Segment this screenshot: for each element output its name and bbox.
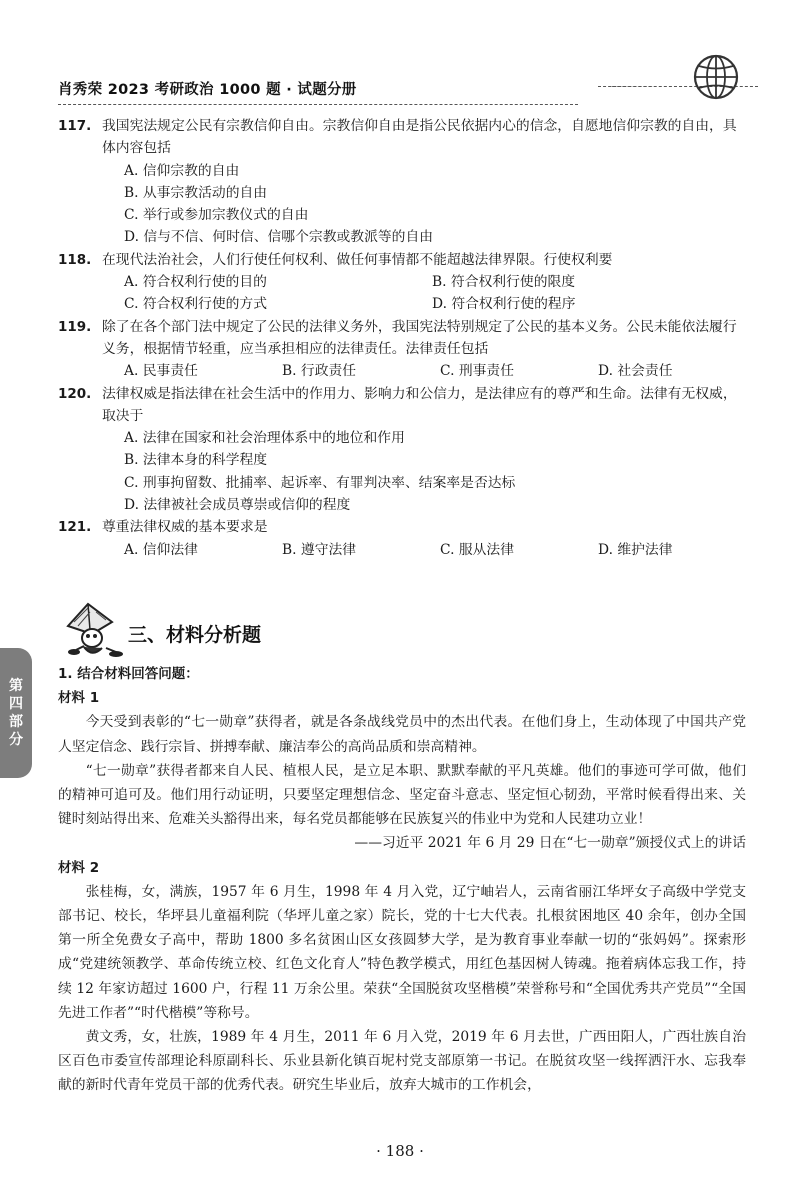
option-c: C. 服从法律 (440, 541, 515, 558)
part-side-tab-label: 第四部分 (9, 678, 23, 748)
question-121 (58, 516, 745, 561)
option-b: B. 符合权利行使的限度 (432, 274, 576, 291)
question-number: 120. (58, 385, 92, 402)
option-d: D. 信与不信、何时信、信哪个宗教或教派等的自由 (124, 229, 434, 246)
option-c: C. 举行或参加宗教仪式的自由 (124, 207, 309, 224)
part-side-tab (0, 648, 32, 778)
question-stem: 尊重法律权威的基本要求是 (102, 519, 268, 536)
question-stem: 在现代法治社会，人们行使任何权利、做任何事情都不能超越法律界限。行使权利要 (102, 251, 613, 268)
option-b: B. 遵守法律 (282, 541, 357, 558)
header-rule (58, 104, 578, 105)
material-question: 1. 结合材料回答问题： (58, 666, 199, 682)
page-number: · 188 · (376, 1142, 424, 1160)
material-2-paragraph: 张桂梅，女，满族，1957 年 6 月生，1998 年 4 月入党，辽宁岫岩人，云南省丽江华坪女子高级中学党支部书记、校长，华坪县儿童福利院（华坪儿童之家）院长，党的十七大代表。扎根贫困地区 40 余年，创办全国第一所全免费女子高中，帮助 1800 多名贫困山区女孩圆梦大学，是为教育事业奉献一切的“张妈妈”。探索形成“党建统领教学、革命传统立校、红色文化育人”特色教学模式，用红色基因树人铸魂。拖着病体忘我工作，持续 12 年家访超过 1600 户，行程 11 万余公里。荣获“全国脱贫攻坚楷模”荣誉称号和“全国优秀共产党员”“全国先进工作者”“时代楷模”等称号。 (58, 883, 746, 1021)
question-120 (58, 383, 745, 517)
option-d: D. 法律被社会成员尊崇或信仰的程度 (124, 497, 351, 514)
question-stem: 法律权威是指法律在社会生活中的作用力、影响力和公信力，是法律应有的尊严和生命。法律有无权威，取决于 (102, 385, 737, 424)
option-a: A. 民事责任 (124, 363, 198, 380)
material-1-source: ——习近平 2021 年 6 月 29 日在“七一勋章”颁授仪式上的讲话 (354, 835, 746, 852)
option-c: C. 符合权利行使的方式 (124, 296, 268, 313)
option-c: C. 刑事责任 (440, 363, 515, 380)
question-118 (58, 249, 745, 316)
section-title: 三、材料分析题 (128, 624, 262, 646)
question-stem: 我国宪法规定公民有宗教信仰自由。宗教信仰自由是指公民依据内心的信念，自愿地信仰宗教的自由，具体内容包括 (102, 118, 737, 157)
option-d: D. 符合权利行使的程序 (432, 296, 576, 313)
option-c: C. 刑事拘留数、批捕率、起诉率、有罪判决率、结案率是否达标 (124, 474, 516, 491)
option-a: A. 法律在国家和社会治理体系中的地位和作用 (124, 430, 405, 447)
material-1-paragraph: “七一勋章”获得者都来自人民、植根人民，是立足本职、默默奉献的平凡英雄。他们的事迹可学可做，他们的精神可追可及。他们用行动证明，只要坚定理想信念、坚定奋斗意志、坚定恒心韧劲，平常时候看得出来、关键时刻站得出来、危难关头豁得出来，每名党员都能够在民族复兴的伟业中为党和人民建功立业！ (58, 762, 746, 828)
running-header (58, 76, 718, 104)
reading-mascot-icon (62, 600, 126, 660)
material-1-title: 材料 1 (58, 690, 100, 707)
option-b: B. 行政责任 (282, 363, 357, 380)
question-number: 121. (58, 519, 92, 536)
material-analysis (58, 662, 746, 1098)
option-d: D. 维护法律 (598, 541, 673, 558)
section-heading (58, 600, 458, 660)
header-rule-step (578, 86, 653, 106)
material-2-paragraph: 黄文秀，女，壮族，1989 年 4 月生，2011 年 6 月入党，2019 年 6 月去世，广西田阳人，广西壮族自治区百色市委宣传部理论科原副科长、乐业县新化镇百坭村党支部原第一书记。在脱贫攻坚一线挥洒汗水、忘我奉献的新时代青年党员干部的优秀代表。研究生毕业后，放弃大城市的工作机会， (58, 1029, 746, 1094)
question-stem: 除了在各个部门法中规定了公民的法律义务外，我国宪法特别规定了公民的基本义务。公民未能依法履行义务，根据情节轻重，应当承担相应的法律责任。法律责任包括 (102, 318, 737, 357)
question-number: 117. (58, 118, 92, 134)
option-a: A. 符合权利行使的目的 (124, 274, 267, 291)
option-a: A. 信仰宗教的自由 (124, 162, 240, 179)
header-title: 肖秀荣 2023 考研政治 1000 题 · 试题分册 (58, 82, 357, 98)
option-d: D. 社会责任 (598, 363, 673, 380)
option-b: B. 法律本身的科学程度 (124, 452, 268, 469)
question-number: 119. (58, 318, 92, 335)
globe-icon (691, 52, 741, 102)
question-list (58, 115, 745, 561)
option-b: B. 从事宗教活动的自由 (124, 184, 268, 201)
question-119 (58, 316, 745, 383)
option-a: A. 信仰法律 (124, 541, 198, 558)
question-117 (58, 115, 745, 249)
question-number: 118. (58, 251, 92, 268)
material-2-title: 材料 2 (58, 859, 100, 876)
material-1-paragraph: 今天受到表彰的“七一勋章”获得者，就是各条战线党员中的杰出代表。在他们身上，生动体现了中国共产党人坚定信念、践行宗旨、拼搏奉献、廉洁奉公的高尚品质和崇高精神。 (58, 714, 746, 755)
